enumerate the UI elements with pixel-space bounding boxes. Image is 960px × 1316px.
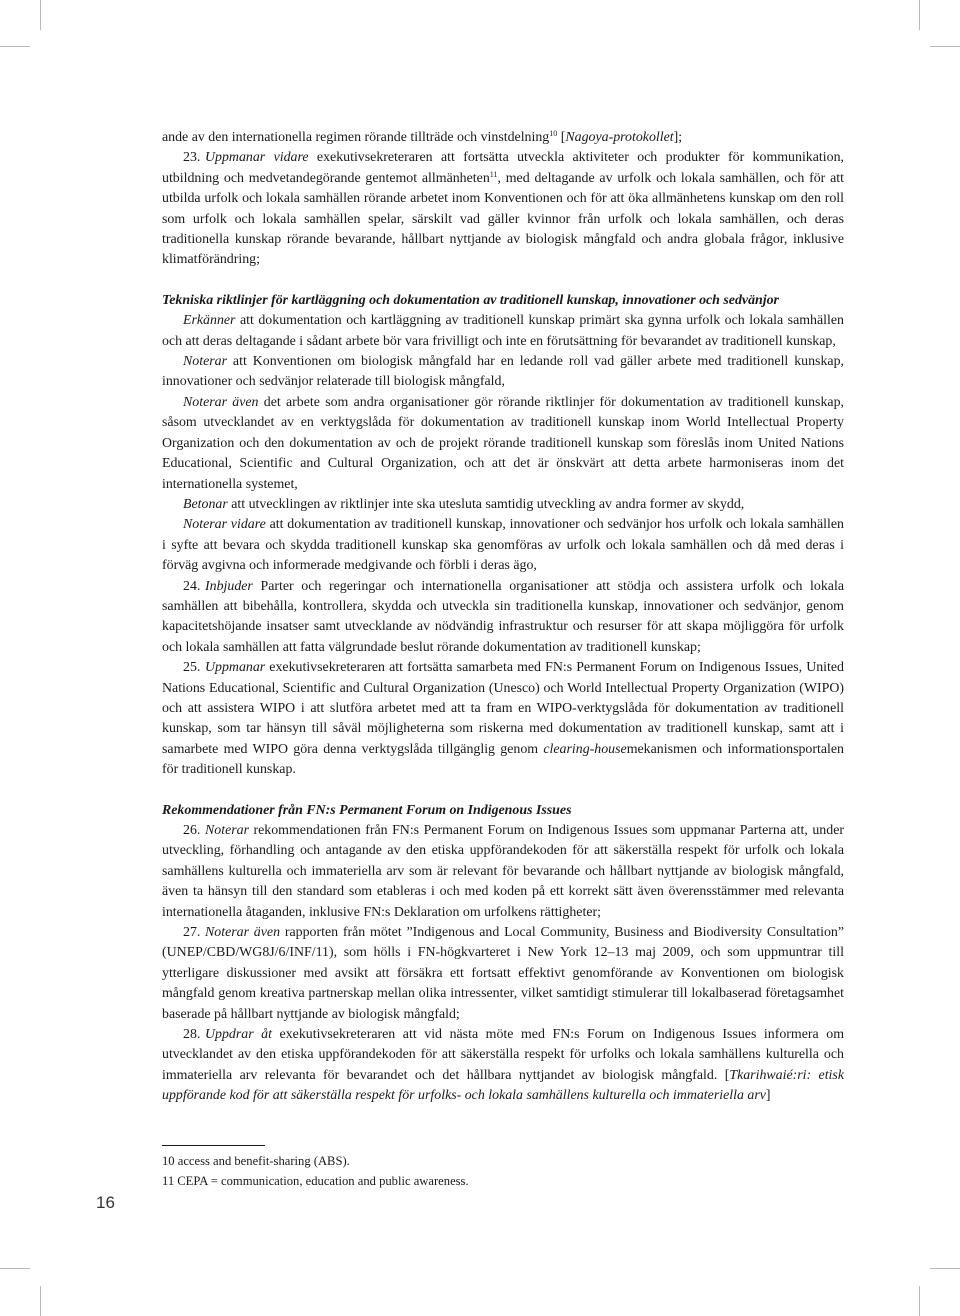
paragraph-continuation: ande av den internationella regimen rörande tillträde och vinstdelning$^{10}$ [Nagoya-protokollet]; bbox=[162, 129, 683, 145]
footnote-separator bbox=[162, 1145, 265, 1146]
paragraph-24: 24. Inbjuder Parter och regeringar och internationella organisationer att stödja och assistera urfolk och lokala samhällen att bibehålla, kontrollera, skydda och utveckla sin traditionella kunskap, innovationer och sedvänjor, genom kapacitetshöjande insatser samt utvecklande av nödvändig infrastruktur och resurser för att skapa möjliggöra för urfolk och lokala samhällen att fatta välgrundade beslut rörande dokumentation av traditionell kunskap; bbox=[162, 578, 844, 655]
page-number: 16 bbox=[96, 1193, 115, 1212]
crop-mark bbox=[40, 0, 41, 30]
paragraph-28: 28. Uppdrar åt exekutivsekreteraren att vid nästa möte med FN:s Forum on Indigenous Issues informera om utvecklandet av den etiska uppförandekoden för att säkerställa respekt för urfolks och lokala samhällens kulturella och immateriella arv relevanta för bevarandet och det hållbara nyttjandet av biologisk mångfald. [Tkarihwaié:ri: etisk uppförande kod för att säkerställa respekt för urfolks- och lokala samhällens kulturella och immateriella arv] bbox=[162, 1027, 844, 1104]
paragraph-27: 27. Noterar även rapporten från mötet ”Indigenous and Local Community, Business and Biodiversity Consultation” (UNEP/CBD/WG8J/6/INF/11), som hölls i FN-högkvarteret i New York 12–13 maj 2009, och som uppmuntrar till ytterligare diskussioner med avsikt att försäkra ett fortsatt effektivt genomförande av Konventionen om biologisk mångfald genom kreativa partnerskap mellan olika intressenter, vilket samtidigt stimulerar till lokalbaserad företagsamhet baserade på hållbart nyttjande av biologisk mångfald; bbox=[162, 925, 844, 1022]
paragraph-23: 23. Uppmanar vidare exekutivsekreteraren att fortsätta utveckla aktiviteter och produkter för kommunikation, utbildning och medvetandegörande gentemot allmänheten$^{11}$, med deltagande av urfolk och lokala samhällen, och för att utbilda urfolk och lokala samhällen rörande arbetet inom Konventionen och för att öka allmänhetens kunskap om den roll som urfolk och lokala samhällen spelar, särskilt vad gäller kvinnor från urfolk och lokala samhällen, och deras traditionella kunskap rörande bevarande, hållbart nyttjande av biologisk mångfald och andra globala frågor, inklusive klimatförändring; bbox=[162, 150, 844, 268]
paragraph-noterar: Noterar att Konventionen om biologisk mångfald har en ledande roll vad gäller arbete med traditionell kunskap, innovationer och sedvänjor relaterade till biologisk mångfald, bbox=[162, 354, 844, 390]
paragraph-betonar: Betonar att utvecklingen av riktlinjer inte ska utesluta samtidig utveckling av andra former av skydd, bbox=[183, 496, 745, 512]
paragraph-erkanner: Erkänner att dokumentation och kartläggning av traditionell kunskap primärt ska gynna urfolk och lokala samhällen och att deras deltagande i sådant arbete bör vara frivilligt och inte en förutsättning för bevarandet av traditionell kunskap, bbox=[162, 313, 844, 349]
paragraph-25: 25. Uppmanar exekutivsekreteraren att fortsätta samarbeta med FN:s Permanent Forum on Indigenous Issues, United Nations Educational, Scientific and Cultural Organization (Unesco) och World Intellectual Property Organization (WIPO) och att assistera WIPO i att slutföra arbetet med att ta fram en WIPO-verktygslåda för dokumentation av traditionell kunskap, som tar hänsyn till såväl möjligheterna som riskerna med dokumentation av traditionell kunskap, samt att i samarbete med WIPO göra denna verktygslåda tillgänglig genom clearing-housemekanismen och informationsportalen för traditionell kunskap. bbox=[162, 660, 844, 778]
crop-mark bbox=[919, 0, 920, 30]
paragraph-noterar-aven: Noterar även det arbete som andra organisationer gör rörande riktlinjer för dokumentation av traditionell kunskap, såsom utvecklandet av en verktygslåda för dokumentation av traditionell kunskap inom World Intellectual Property Organization och den dokumentation av och de projekt rörande traditionell kunskap som föreslås inom United Nations Educational, Scientific and Cultural Organization, och att det är önskvärt att detta arbete harmoniseras inom det internationella systemet, bbox=[162, 394, 844, 492]
crop-mark bbox=[0, 1268, 30, 1269]
crop-mark bbox=[919, 1286, 920, 1316]
section-heading: Tekniska riktlinjer för kartläggning och dokumentation av traditionell kunskap, innovationer och sedvänjor bbox=[162, 292, 779, 308]
footnotes bbox=[162, 1151, 844, 1191]
paragraph-26: 26. Noterar rekommendationen från FN:s Permanent Forum on Indigenous Issues som uppmanar Parterna att, under utveckling, förhandling och antagande av den etiska uppförandekoden för att säkerställa respekt för urfolk och lokala samhällens kulturella och immateriella arv som är relevant för bevarande och hållbart nyttjande av biologisk mångfald, även ta hänsyn till den standard som etableras i och med koden på ett korrekt sätt även överensstämmer med relevanta internationella åtaganden, inklusive FN:s Deklaration om urfolkens rättigheter; bbox=[162, 823, 844, 920]
crop-mark bbox=[40, 1286, 41, 1316]
footnote: 10 access and benefit-sharing (ABS). bbox=[162, 1154, 350, 1168]
paragraph-noterar-vidare: Noterar vidare att dokumentation av traditionell kunskap, innovationer och sedvänjor hos urfolk och lokala samhällen i syfte att bevara och skydda traditionell kunskap ska genomföras av urfolk och lokala samhällen och då med deras i förväg avgivna och informerade medgivande och förbli i deras ägo, bbox=[162, 517, 844, 574]
crop-mark bbox=[0, 46, 30, 47]
section-heading: Rekommendationer från FN:s Permanent Forum on Indigenous Issues bbox=[162, 802, 572, 818]
footnote: 11 CEPA = communication, education and public awareness. bbox=[162, 1174, 469, 1188]
crop-mark bbox=[930, 46, 960, 47]
crop-mark bbox=[930, 1268, 960, 1269]
body-text bbox=[162, 128, 844, 1107]
